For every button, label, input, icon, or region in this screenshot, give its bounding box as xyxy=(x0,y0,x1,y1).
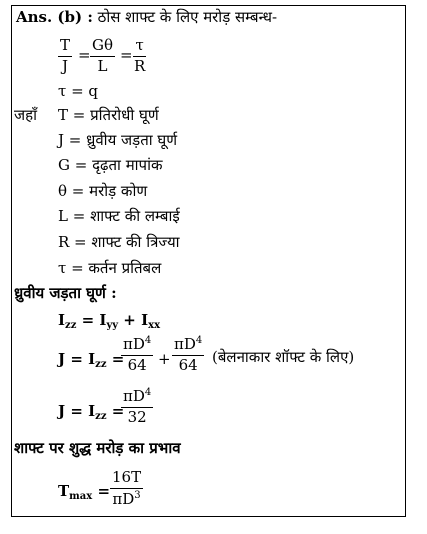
fraction-pid4-over-32: $\frac{\pi D^4}{32}$ xyxy=(123,387,152,426)
answer-label: Ans. (b) : xyxy=(16,8,93,26)
where-label: जहाँ xyxy=(14,106,37,124)
definition-item: L = शाफ्ट की लम्बाई xyxy=(58,207,180,225)
plus-sign: + xyxy=(158,350,171,368)
numerator-gtheta: Gθ xyxy=(90,38,115,57)
fraction-t-over-j xyxy=(58,38,72,75)
denominator-r: R xyxy=(134,56,146,75)
definition-item: θ = मरोड़ कोण xyxy=(58,182,148,200)
definition-item: G = दृढ़ता मापांक xyxy=(58,156,163,174)
j-equation-lhs: $J = I_{zz}$ = xyxy=(58,350,125,370)
definition-item: τ = कर्तन प्रतिबल xyxy=(58,259,162,277)
izz-equation: $I_{zz} = I_{yy} + I_{xx}$ xyxy=(58,311,161,331)
definition-item: J = ध्रुवीय जड़ता घूर्ण xyxy=(58,131,178,149)
cylindrical-shaft-note: (बेलनाकार शॉफ्ट के लिए) xyxy=(212,348,355,366)
answer-heading: ठोस शाफ्ट के लिए मरोड़ सम्बन्ध- xyxy=(97,8,278,26)
fraction-pid4-over-64: $\frac{\pi D^4}{64}$ xyxy=(123,335,152,374)
numerator-tau: τ xyxy=(133,38,145,57)
pure-torsion-effect-heading: शाफ्ट पर शुद्ध मरोड़ का प्रभाव xyxy=(14,439,181,457)
definition-item: R = शाफ्ट की त्रिज्या xyxy=(58,233,180,251)
polar-moment-heading: ध्रुवीय जड़ता घूर्ण : xyxy=(14,284,117,302)
answer-heading-line xyxy=(16,10,277,25)
equals-sign: = xyxy=(120,46,133,64)
j-equation-lhs: $J = I_{zz}$ = xyxy=(58,402,125,422)
tmax-lhs: $T_{max}$ = xyxy=(58,482,111,502)
definition-item: T = प्रतिरोधी घूर्ण xyxy=(58,106,159,124)
denominator-l: L xyxy=(97,56,108,75)
fraction-16t-over-pid3: $\frac{16T}{\pi D^3}$ xyxy=(112,468,142,508)
fraction-tau-over-r xyxy=(132,38,147,75)
fraction-pid4-over-64: $\frac{\pi D^4}{64}$ xyxy=(174,335,203,374)
tau-equals-q: τ = q xyxy=(58,82,99,100)
equals-sign: = xyxy=(78,46,91,64)
fraction-gtheta-over-l xyxy=(90,38,115,75)
numerator-t: T xyxy=(58,38,72,57)
denominator-j: J xyxy=(62,56,69,75)
